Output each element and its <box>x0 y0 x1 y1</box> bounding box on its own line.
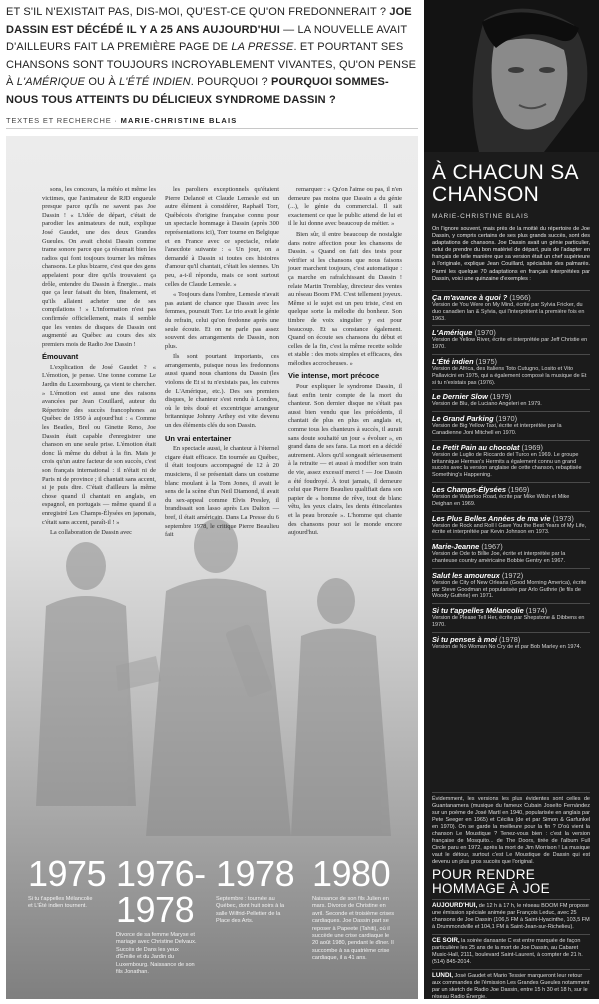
intro-text: . POURQUOI ? <box>190 76 271 88</box>
song-name: Le Dernier Slow <box>432 392 488 402</box>
article-subheading: Un vrai entertainer <box>165 433 232 443</box>
tribute-text: José Gaudet et Mario Tessier marqueront leur retour aux commandes de l'émission Les Grandes Gueules notamment par un sketch de Radio Joe Dassin, entre 15 h 30 et 18 h, sur le réseau Radio Énergie. <box>432 973 590 1000</box>
song-name: Marie-Jeanne <box>432 542 480 552</box>
tribute-text: la soirée dansante C est entre marquée de façon particulière les 25 ans de la mort de Joe Dassin, au Cabaret Music-Hall, 2111, boulevard Saint-Laurent, à compter de 21 h. (514) 845-2014. <box>432 938 583 965</box>
article-paragraph: les paroliers exceptionnels qu'étaient Pierre Delanoë et Claude Lemesle est un autre élément à considérer, Raphaël Torr, Québécois d'origine française connu pour un spectacle hommage à Dassin (après 300 représentations ici), Torr tourne en Belgique et en France avec ce spectacle, relate l'anecdote suivante : « Un jour, on a demandé à Dassin si toutes ces histoires d'amour qu'il chantait, c'était les siennes. Un peu, a-t-il répondu, mais ce sont surtout celles de Claude Lemesle. » <box>165 186 279 288</box>
article-paragraph: Bien sûr, il entre beaucoup de nostalgie dans notre affection pour les chansons de Dassin. « Quand on fait des tests pour vérifier si les chansons que nous faisons jouer marchent toujours, c'est automatique : ça marche en rafraîchissant du Dassin ! relate Martin Tremblay, directeur des ventes au réseau Boom FM. C'est tellement joyeux. Même si le sujet est un peu triste, c'est en quelque sorte la mélodie du bonheur. Son timbre de voix singulier y est pour beaucoup. Et sa constance également. Quand on écoute ses chansons du début et celles de la fin, c'est la même recette solide et stable : des mots simples et efficaces, des mélodies accrocheuses. » <box>288 230 402 367</box>
song-name: Le Grand Parking <box>432 414 494 424</box>
song-description: Version de City of New Orleans (Good Morning America), écrite par Steve Goodman et popularisée par Arlo Guthrie (le fils de Woody Guthrie) en 1971. <box>432 579 587 600</box>
article-subheading: Vie intense, mort précoce <box>288 371 380 381</box>
sidebar-outro: Évidemment, les versions les plus évidentes sont celles de Guantanamera (musique du fameux Cubain Joseíto Fernández sur un poème de José Martí en 1940, popularisée en anglais par Pete Seeger en 1965) et Cécilia (de et par Simon & Garfunkel en 1970). On se garde la meilleure pour la fin ? D'où vient la chanson Le Moustique ? Tenez-vous bien : c'est la version française de Mosquito... de The Doors, tirée de l'album Full Circle paru en 1972, après la mort de Jim Morrison ! La musique vaut le détour, surtout c'est Le Moustique de Dassin qui est devenu un plus gros succès que l'original. <box>432 792 590 866</box>
song-entry <box>432 325 590 354</box>
song-title <box>432 606 590 615</box>
tribute-item <box>432 934 590 966</box>
timeline-description: Septembre : tournée au Québec, dont huit soirs à la salle Wilfrid-Pelletier de la Place des Arts. <box>216 896 285 925</box>
tribute-label: AUJOURD'HUI, <box>432 902 478 909</box>
song-title <box>432 443 590 452</box>
song-description: Version de Waterloo Road, écrite par Mike Wilsh et Mike Deighan en 1969. <box>432 493 570 507</box>
song-entry <box>432 290 590 325</box>
song-description: Version de Rock and Roll I Gave You the Best Years of My Life, écrite et interprétée par Kevin Johnson en 1973. <box>432 522 587 536</box>
song-description: Version de You Were on My Mind, écrite par Sylvia Fricker, du duo canadien Ian & Sylvia, qui l'interprètent la première fois en 1963. <box>432 302 585 322</box>
song-entry <box>432 539 590 568</box>
intro-italic: L'ÉTÉ INDIEN <box>119 76 191 88</box>
divider <box>6 128 418 129</box>
tribute-label: CE SOIR, <box>432 937 460 944</box>
song-description: Version de Luglio de Riccardo del Turco en 1969. Le groupe britannique Herman's Hermits a également connu un grand succès avec la version anglaise de cette chanson, rebaptisée Something's Happening. <box>432 451 582 479</box>
song-title <box>432 328 590 337</box>
song-entry <box>432 482 590 511</box>
song-entry <box>432 568 590 603</box>
article-subheading: Émouvant <box>42 352 79 362</box>
tribute-heading: POUR RENDRE HOMMAGE À JOE <box>432 867 550 896</box>
intro-text: OU À <box>85 76 120 88</box>
song-entry <box>432 511 590 540</box>
intro-text: . ET POURTANT SES CHANSONS SONT TOUJOURS INCROYABLEMENT VIVANTES, QU'ON PENSE À <box>6 41 417 88</box>
sidebar-byline: MARIE-CHRISTINE BLAIS <box>432 213 529 220</box>
timeline-description: Si tu t'appelles Mélancolie et L'Été indien tournent. <box>28 896 93 910</box>
song-title <box>432 293 590 302</box>
tribute-list <box>432 899 590 1004</box>
song-title <box>432 357 590 366</box>
song-title <box>432 571 590 580</box>
intro-italic: L'AMÉRIQUE <box>16 76 86 88</box>
timeline-year: 1980 <box>312 853 391 894</box>
song-year: (1975) <box>475 356 498 366</box>
joe-dassin-portrait-image <box>424 0 599 152</box>
song-title <box>432 414 590 423</box>
article-paragraph: Pour expliquer le syndrome Dassin, il faut enfin tenir compte de la mort du chanteur. Son dernier disque ne s'était pas aussi bien vendu que les précédents, il chantait de plus en plus en anglais et, comme tous les chanteurs à succès, il aurait sans doute souhaité un jour « évoluer », en grand dans de ses fans. La mort en a décidé autrement. Alors qu'il songeait sérieusement à la retraite — et aussi à modifier son train de vie, assez excessif merci ! — Joe Dassin a été foudroyé. À tout jamais, il demeure celui que Pierre Beaulieu qualifiait dans son papier de « homme de rêve, tout de blanc vêtu, les yeux clairs, les dents étincelantes et la peau bronzée ». L'homme qui chante des chansons pour soi le monde encore aujourd'hui. <box>288 383 402 537</box>
song-name: Les Plus Belles Années de ma vie <box>432 513 551 523</box>
song-description: Version de Blu, de Luciano Angeleri en 1979. <box>432 401 542 408</box>
timeline-description: Naissance de son fils Julien en mars. Divorce de Christine en avril. Seconde et troisième crises cardiaques. Joe Dassin part se reposer à Papeete (Tahiti), où il succède une crise cardiaque le 20 août 1980, pendant le dîner. Il succombe à sa quatrième crise cardiaque, il a 41 ans. <box>312 896 395 962</box>
song-year: (1972) <box>501 570 524 580</box>
timeline-year: 1976- 1978 <box>116 853 206 930</box>
byline-author: MARIE-CHRISTINE BLAIS <box>120 116 238 125</box>
song-title <box>432 514 590 523</box>
song-title <box>432 635 590 644</box>
song-entry <box>432 632 590 654</box>
song-name: Ça m'avance à quoi ? <box>432 293 508 302</box>
article-paragraph: La collaboration de Dassin avec <box>50 529 132 537</box>
article-column-2 <box>165 186 279 542</box>
band-silhouettes-image <box>6 506 418 906</box>
song-name: Si tu t'appelles Mélancolie <box>432 606 524 616</box>
song-description: Version de No Woman No Cry de et par Bob Marley en 1974. <box>432 643 582 650</box>
song-description: Version de Ode to Billie Joe, écrite et interprétée par la chanteuse country américaine Bobbie Gentry en 1967. <box>432 551 566 564</box>
song-entry <box>432 603 590 632</box>
song-year: (1974) <box>525 606 548 616</box>
song-year: (1973) <box>552 513 574 523</box>
timeline-entry <box>312 853 396 963</box>
song-name: Les Champs-Élysées <box>432 484 506 494</box>
byline <box>6 116 237 125</box>
byline-separator: · <box>111 116 121 125</box>
tribute-item <box>432 899 590 931</box>
song-name: Le Petit Pain au chocolat <box>432 442 520 452</box>
song-year: (1979) <box>489 392 512 402</box>
song-name: L'Amérique <box>432 328 473 338</box>
article-paragraph: Ils sont pourtant importants, ces arrangements, puisque nous les fredonnons aussi quand nous chantons du Dassin (les violons de Et si tu n'existais pas, les cuivres de L'Amérique, etc.). Des ses premiers disques, le chanteur s'est rendu à Londres, où le très doué et excentrique arrangeur britannique Johnny Arthey est vite devenu un des éléments clés du son Dassin. <box>165 353 279 430</box>
song-year: (1966) <box>509 293 531 302</box>
song-name: L'Été indien <box>432 356 474 366</box>
song-year: (1969) <box>521 442 543 452</box>
intro-line: ET S'IL N'EXISTAIT PAS, DIS-MOI, QU'EST-CE QU'ON FREDONNERAIT ? <box>6 6 387 18</box>
tribute-item <box>432 969 590 1001</box>
song-name: Si tu penses à moi <box>432 634 497 644</box>
song-entry <box>432 440 590 482</box>
timeline-year: 1978 <box>216 853 295 894</box>
song-description: Version de Please Tell Her, écrite par Shepstone & Dibbens en 1970. <box>432 615 585 628</box>
song-description: Version de Africa, des Italiens Toto Cutugno, Losito et Vito Pallavicini en 1975, qui a également composé la musique de Et si tu n'existais pas (1976). <box>432 365 587 386</box>
timeline-entry <box>28 853 107 911</box>
intro-highlight: JOE DASSIN EST DÉCÉDÉ IL Y A 25 ANS AUJOURD'HUI <box>6 6 412 36</box>
timeline-year: 1975 <box>28 853 107 894</box>
song-name: Salut les amoureux <box>432 570 500 580</box>
song-entry <box>432 389 590 411</box>
song-year: (1969) <box>508 484 530 494</box>
article-paragraph: « Toujours dans l'ombre, Lemesle n'avait pas autant de chance que Dassin avec les femmes, poursuit Torr. Le trio avait le génie du refrain, celui qu'on fredonne après une seule écoute. Et on ne parle pas assez souvent des arrangements de Dassin, non plus. <box>165 291 279 350</box>
article-paragraph: En spectacle aussi, le chanteur à l'éternel cigare était efficace. En tournée au Québec, il était toujours accompagné de 12 à 20 musiciens, il se présentait dans un costume blanc moulant à la Tom Jones, il avait le sens de la scène d'un Neil Diamond, il avait du sex-appeal comme Elvis Presley, il brandissait son lasso après Les Dalton — bref, il était américain. Dans La Presse du 6 septembre 1978, le critique Pierre Beaulieu fait <box>165 445 279 539</box>
song-year: (1978) <box>498 634 521 644</box>
article-column-3 <box>288 186 402 540</box>
byline-label: TEXTES ET RECHERCHE <box>6 116 112 125</box>
article-intro <box>6 4 418 109</box>
song-title <box>432 542 590 551</box>
intro-highlight: POURQUOI SOMMES-NOUS TOUS ATTEINTS DU DÉLICIEUX SYNDROME DASSIN ? <box>6 76 389 106</box>
song-description: Version de Yellow River, écrite et interprétée par Jeff Christie en 1970. <box>432 337 588 351</box>
sidebar-title: À CHACUN SA CHANSON <box>432 161 578 206</box>
sidebar <box>424 0 599 999</box>
article-paragraph: remarquer : « Qu'on l'aime ou pas, il n'en demeure pas moins que Dassin a du génie (...), le génie du commercial. Il sait exactement ce que le public attend de lui et il le lui donne avec beaucoup de métier. » <box>288 186 402 228</box>
intro-italic: LA PRESSE <box>231 41 294 53</box>
timeline-entry <box>116 853 206 976</box>
song-title <box>432 485 590 494</box>
article-paragraph: sons, les concours, la météo et même les victimes, que l'animateur de RJD engueule presque parce qu'ils ne savent pas Joe Dassin ! « L'idée de départ, c'était de parodier les animateurs de nuit, explique José Gaudet, une des deux Grandes Gueules. On avait choisi Dassin comme trame sonore parce que ça résumait bien les radios qui font toujours tourner les mêmes chansons. Le plus bizarre, c'est que des gens appelaient pour dire qu'ils trouvaient ça drôle, entendre du Dassin à Énergie... mais que ça leur faisait du bien, finalement, et qu'ils allaient acheter une de ses compilations ! » L'information n'est pas confirmée officiellement, mais il semble que les ventes de disques de Dassin ont augmenté au Québec au cours des six premiers mois de Radio Joe Dassin ! <box>42 186 156 348</box>
song-description: Version de Big Yellow Taxi, écrite et interprétée par la Canadienne Joni Mitchell en 1970. <box>432 423 562 436</box>
sidebar-intro: On l'ignore souvent, mais près de la moitié du répertoire de Joe Dassin, y compris certains de ses plus grands succès, sont des adaptations de chansons. Joe Dassin avait un génie particulier, celui de prendre du bon matériel de départ, puis de l'adapter en français de telle manière que sa version était un chef supérieure à l'originale, explique Jean Couillard, spécialiste des palmarès. Parmi les quelque 70 adaptations en français interprétées par Dassin, voici une quinzaine d'exemples : <box>432 226 590 282</box>
timeline-description: Divorce de sa femme Maryse et mariage avec Christine Delvaux. Succès de Dans les yeux d'Émilie et du Jardin du Luxembourg. Naissance de son fils Jonathan. <box>116 932 197 976</box>
song-list <box>432 290 590 654</box>
tribute-text: de 12 h à 17 h, le réseau BOOM FM propose une émission spéciale animée par François Leduc, avec 25 chansons de Joe Dassin (106,5 FM à Saint-Hyacinthe, 103,5 FM à Drummondville et 104,1 FM à Saint-Jean-sur-Richelieu). <box>432 903 590 930</box>
intro-text: — LA NOUVELLE AVAIT D'AILLEURS FAIT LA PREMIÈRE PAGE DE <box>6 23 408 53</box>
article-photo-panel <box>6 136 418 999</box>
song-year: (1967) <box>481 542 503 552</box>
song-entry <box>432 354 590 389</box>
song-year: (1970) <box>495 414 518 424</box>
timeline-entry <box>216 853 295 926</box>
song-entry <box>432 411 590 440</box>
article-column-1 <box>42 186 156 540</box>
tribute-label: LUNDI, <box>432 972 453 979</box>
article-paragraph: L'explication de José Gaudet ? « L'émotion, je pense. Une tonne comme Le Jardin du Luxembourg, ça vient te chercher. » L'émotion est aussi une des raisons avancées par Jean Couillard, auteur du Répertoire des succès francophones au Québec de 1950 à aujourd'hui : « Comme les Beatles, Brel ou Ginette Reno, Joe Dassin était capable d'enregistrer une chanson en une seule prise. L'émotion était donc là même du début à la fin. Mais je crois qu'un autre facteur de son succès, c'est son français international : il n'était ni de Paris ni de province ; il chantait sans accent, si je puis dire. C'était d'ailleurs la même chose quand il chantait en anglais, en espagnol, en portugais — même quand il a enregistré Les Champs-Élysées en japonais, c'était sans accent, paraît-il ! » <box>42 363 156 526</box>
song-title <box>432 392 590 401</box>
song-year: (1970) <box>474 328 496 338</box>
timeline <box>6 853 418 999</box>
